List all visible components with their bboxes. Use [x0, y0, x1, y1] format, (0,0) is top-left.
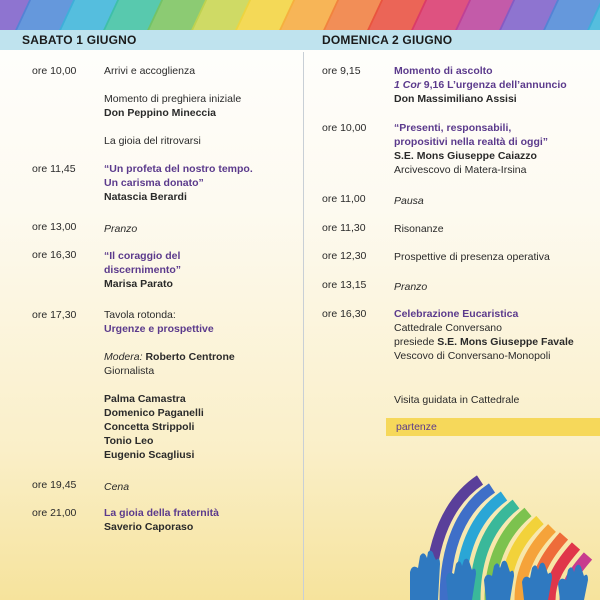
- time-2: ore 11,45: [32, 163, 76, 175]
- event-celebrazione: Celebrazione Eucaristica Cattedrale Conversano presiede S.E. Mons Giuseppe Favale Vescovo di Conversano-Monopoli: [394, 308, 574, 362]
- event-ascolto: Momento di ascolto 1 Cor 9,16 L’urgenza dell’annuncio Don Massimiliano Assisi: [394, 65, 567, 105]
- time-r2: ore 10,00: [322, 122, 367, 134]
- partenze-label: partenze: [396, 421, 437, 433]
- rainbow-stripe: [0, 0, 600, 34]
- event-arrivi: Arrivi e accoglienza Momento di preghiera iniziale Don Peppino Mineccia La gioia del ritrovarsi: [104, 65, 242, 147]
- sunday-title: DOMENICA 2 GIUGNO: [322, 33, 453, 47]
- time-1: ore 10,00: [32, 65, 77, 77]
- time-7: ore 21,00: [32, 507, 77, 519]
- panel-3: Concetta Strippoli: [104, 421, 195, 433]
- time-r3: ore 11,00: [322, 193, 366, 205]
- event-profeta: “Un profeta del nostro tempo. Un carisma donato” Natascia Berardi: [104, 163, 253, 203]
- time-4: ore 16,30: [32, 249, 77, 261]
- time-r4: ore 11,30: [322, 222, 366, 234]
- event-visita-guidata: Visita guidata in Cattedrale: [394, 394, 520, 406]
- panel-5: Eugenio Scagliusi: [104, 449, 195, 461]
- saturday-title: SABATO 1 GIUGNO: [22, 33, 137, 47]
- rainbow-hands-illustration: [400, 460, 600, 600]
- column-divider: [303, 52, 304, 600]
- event-fraternita: La gioia della fraternità Saverio Caporaso: [104, 507, 219, 533]
- time-6: ore 19,45: [32, 479, 77, 491]
- panel-4: Tonio Leo: [104, 435, 154, 447]
- time-3: ore 13,00: [32, 221, 77, 233]
- time-r7: ore 16,30: [322, 308, 367, 320]
- event-tavola-rotonda: Tavola rotonda: Urgenze e prospettive Modera: Roberto Centrone Giornalista Palma Camastra Domenico Paganelli Concetta Strippoli Tonio Leo Eugenio Scagliusi: [104, 309, 235, 461]
- time-r6: ore 13,15: [322, 279, 367, 291]
- event-risonanze: Risonanze: [394, 223, 444, 235]
- event-coraggio: “Il coraggio del discernimento” Marisa Parato: [104, 250, 182, 290]
- time-r1: ore 9,15: [322, 65, 361, 77]
- event-pranzo-1: Pranzo: [104, 223, 138, 235]
- event-pausa: Pausa: [394, 195, 424, 207]
- event-cena: Cena: [104, 481, 130, 493]
- event-prospettive: Prospettive di presenza operativa: [394, 251, 550, 263]
- time-r5: ore 12,30: [322, 250, 367, 262]
- time-5: ore 17,30: [32, 309, 77, 321]
- panel-1: Palma Camastra: [104, 393, 186, 405]
- event-presenti: “Presenti, responsabili, propositivi nella realtà di oggi” S.E. Mons Giuseppe Caiazzo Arcivescovo di Matera-Irsina: [394, 122, 549, 176]
- event-pranzo-2: Pranzo: [394, 281, 428, 293]
- panel-2: Domenico Paganelli: [104, 407, 204, 419]
